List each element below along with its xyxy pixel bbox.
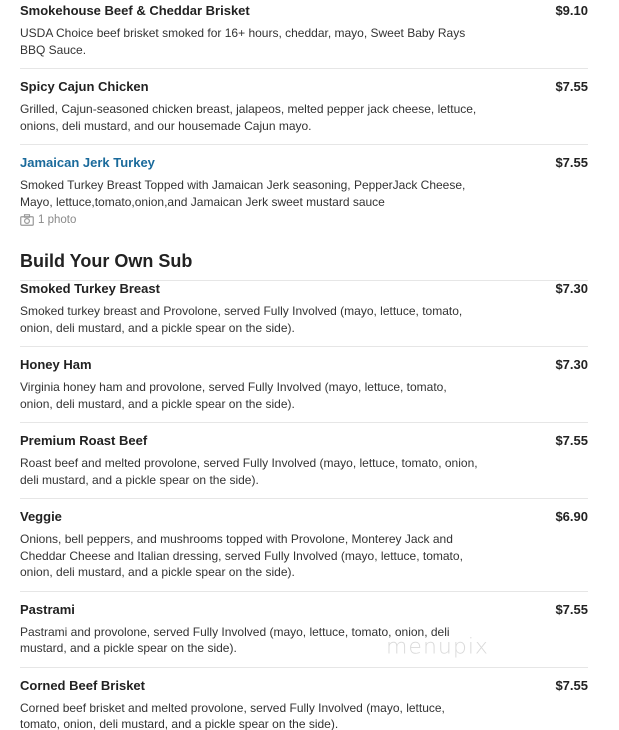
menu-item-name: Veggie xyxy=(20,509,62,524)
menu-item-price: $7.55 xyxy=(555,601,588,617)
menu-item-description: Smoked Turkey Breast Topped with Jamaican Jerk seasoning, PepperJack Cheese, Mayo, lettuce,tomato,onion,and Jamaican Jerk sweet mustard sauce xyxy=(20,178,466,209)
menu-item-name: Corned Beef Brisket xyxy=(20,677,145,693)
menu-item-description: Smoked turkey breast and Provolone, served Fully Involved (mayo, lettuce, tomato, onion, deli mustard, and a pickle spear on the side). xyxy=(20,304,463,335)
menu-item-name: Smoked Turkey Breast xyxy=(20,281,160,296)
menu-item-header xyxy=(20,602,588,618)
menu-item-name-link[interactable]: Jamaican Jerk Turkey xyxy=(20,155,155,170)
menu-item-price: $7.30 xyxy=(555,281,588,296)
menu-item-description: Grilled, Cajun-seasoned chicken breast, jalapeos, melted pepper jack cheese, lettuce, onions, deli mustard, and our housemade Cajun mayo. xyxy=(20,102,477,133)
menu-item-name: Smokehouse Beef & Cheddar Brisket xyxy=(20,3,250,18)
menu-item-description: Onions, bell peppers, and mushrooms topped with Provolone, Monterey Jack and Cheddar Cheese and Italian dressing, served Fully Involved (mayo, lettuce, tomato, onion, deli mustard, and a pickle spear on the side). xyxy=(20,532,463,579)
menu-item xyxy=(20,668,588,730)
photo-count[interactable]: 1 photo xyxy=(38,214,77,226)
menu-item-name: Spicy Cajun Chicken xyxy=(20,79,149,94)
menu-item-header xyxy=(20,79,588,95)
menu-item xyxy=(20,0,588,69)
menu-item xyxy=(20,145,588,227)
menu-item-description: Pastrami and provolone, served Fully Involved (mayo, lettuce, tomato, onion, deli mustard, and a pickle spear on the side). xyxy=(20,624,450,655)
menu-item xyxy=(20,281,588,347)
menu-item-price: $7.55 xyxy=(555,155,588,170)
menu-item-header xyxy=(20,509,588,525)
menu-list xyxy=(20,0,588,730)
camera-icon xyxy=(20,214,34,226)
menu-item xyxy=(20,423,588,499)
menu-item xyxy=(20,69,588,145)
menu-item-price: $7.55 xyxy=(555,79,588,94)
menu-item-description: Roast beef and melted provolone, served Fully Involved (mayo, lettuce, tomato, onion, deli mustard, and a pickle spear on the side). xyxy=(20,456,478,487)
menu-item-header xyxy=(20,433,588,449)
watermark: menupix xyxy=(386,635,489,660)
menu-item-name: Honey Ham xyxy=(20,357,92,372)
menu-item-header xyxy=(20,357,588,373)
menu-item-header xyxy=(20,155,588,171)
section-title: Build Your Own Sub xyxy=(20,227,588,281)
menu-item xyxy=(20,499,588,592)
menu-item-price: $7.55 xyxy=(555,433,588,448)
menu-item-price: $7.30 xyxy=(555,357,588,372)
photo-link[interactable] xyxy=(20,213,588,227)
menu-item-header xyxy=(20,3,588,19)
menu-item-price: $9.10 xyxy=(555,3,588,18)
menu-item-header xyxy=(20,678,588,694)
menu-item-description: USDA Choice beef brisket smoked for 16+ hours, cheddar, mayo, Sweet Baby Rays BBQ Sauce. xyxy=(20,26,466,57)
menu-item xyxy=(20,592,588,668)
menu-item xyxy=(20,347,588,423)
menu-item-name: Premium Roast Beef xyxy=(20,433,148,448)
menu-item-name: Pastrami xyxy=(20,601,75,617)
menu-item-price: $7.55 xyxy=(555,677,588,693)
menu-item-header xyxy=(20,281,588,297)
menu-item-description: Corned beef brisket and melted provolone, served Fully Involved (mayo, lettuce, tomato, onion, deli mustard, and a pickle spear on the side). xyxy=(20,700,445,730)
menu-item-price: $6.90 xyxy=(555,509,588,524)
menu-item-description: Virginia honey ham and provolone, served Fully Involved (mayo, lettuce, tomato, onion, deli mustard, and a pickle spear on the side). xyxy=(20,380,447,411)
